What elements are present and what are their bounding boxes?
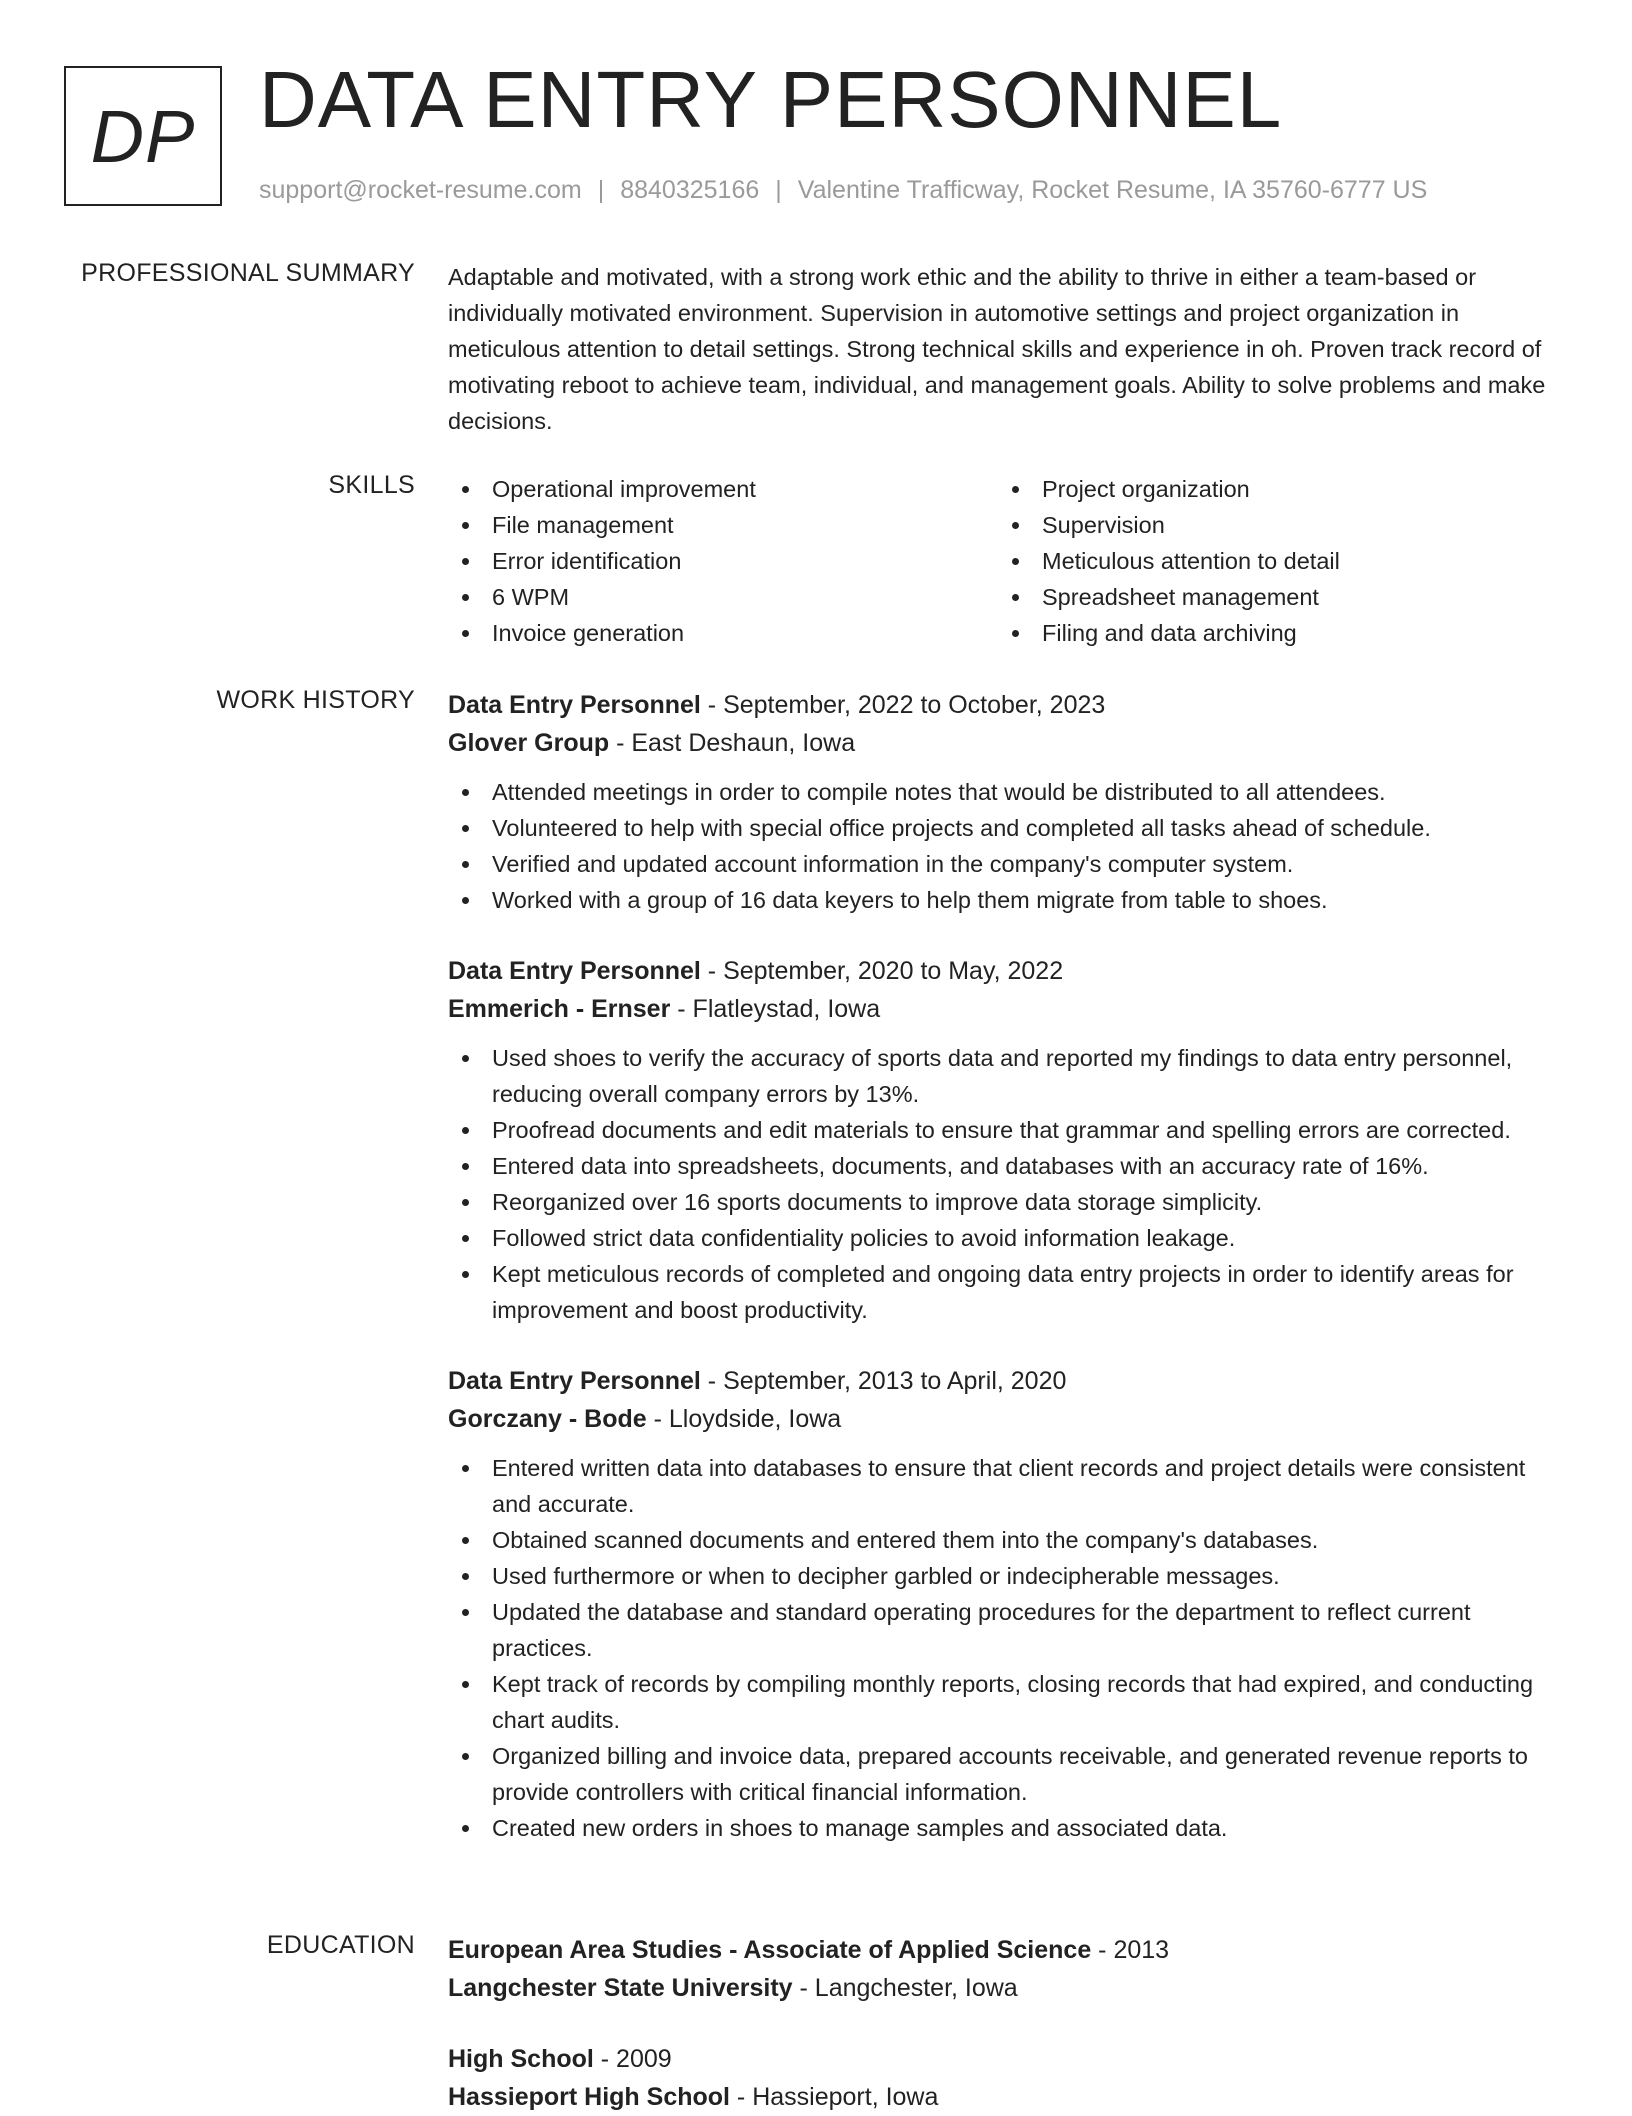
job-location: - East Deshaun, Iowa bbox=[609, 729, 856, 757]
education-location: - Hassieport, Iowa bbox=[729, 2083, 939, 2111]
job-bullet: Used furthermore or when to decipher garbled or indecipherable messages. bbox=[448, 1558, 1558, 1594]
job-bullets bbox=[448, 774, 1558, 918]
contact-phone: 8840325166 bbox=[620, 176, 760, 204]
job-entry bbox=[448, 1362, 1558, 1846]
skill-item: Invoice generation bbox=[448, 615, 998, 651]
job-entry bbox=[448, 686, 1558, 918]
job-bullet: Volunteered to help with special office projects and completed all tasks ahead of schedule. bbox=[448, 810, 1558, 846]
skill-item: Operational improvement bbox=[448, 471, 998, 507]
job-heading bbox=[448, 952, 1558, 990]
skill-item: Project organization bbox=[998, 471, 1548, 507]
education-body bbox=[448, 1931, 1558, 2116]
skill-item: Error identification bbox=[448, 543, 998, 579]
job-entry bbox=[448, 952, 1558, 1328]
job-title: Data Entry Personnel bbox=[448, 1367, 701, 1395]
job-bullet: Kept track of records by compiling monthly reports, closing records that had expired, and conducting chart audits. bbox=[448, 1666, 1558, 1738]
education-school-line bbox=[448, 1969, 1558, 2007]
job-bullet: Attended meetings in order to compile notes that would be distributed to all attendees. bbox=[448, 774, 1558, 810]
job-company: Glover Group bbox=[448, 729, 610, 757]
education-year: - 2009 bbox=[593, 2045, 672, 2073]
education-entry bbox=[448, 1931, 1558, 2007]
job-title: Data Entry Personnel bbox=[448, 957, 701, 985]
job-company: Gorczany - Bode bbox=[448, 1405, 647, 1433]
education-school: Hassieport High School bbox=[448, 2083, 730, 2111]
contact-address: Valentine Trafficway, Rocket Resume, IA 35760-6777 US bbox=[797, 176, 1428, 204]
job-bullet: Created new orders in shoes to manage samples and associated data. bbox=[448, 1810, 1558, 1846]
contact-line bbox=[259, 176, 1427, 205]
section-heading-work: WORK HISTORY bbox=[216, 686, 415, 714]
summary-body bbox=[448, 259, 1558, 439]
summary-text: Adaptable and motivated, with a strong work ethic and the ability to thrive in either a team-based or individually motivated environment. Supervision in automotive settings and project organization in meticulous attention to detail settings. Strong technical skills and experience in oh. Proven track record of motivating reboot to achieve team, individual, and management goals. Ability to solve problems and make decisions. bbox=[448, 264, 1546, 434]
job-company: Emmerich - Ernser bbox=[448, 995, 671, 1023]
education-heading bbox=[448, 2040, 1558, 2078]
job-location: - Flatleystad, Iowa bbox=[670, 995, 881, 1023]
section-heading-skills: SKILLS bbox=[328, 471, 415, 499]
skills-grid bbox=[448, 471, 1558, 651]
job-bullet: Reorganized over 16 sports documents to improve data storage simplicity. bbox=[448, 1184, 1558, 1220]
job-bullets bbox=[448, 1040, 1558, 1328]
skill-item: Filing and data archiving bbox=[998, 615, 1548, 651]
job-bullet: Kept meticulous records of completed and ongoing data entry projects in order to identify areas for improvement and boost productivity. bbox=[448, 1256, 1558, 1328]
job-heading bbox=[448, 1362, 1558, 1400]
job-bullets bbox=[448, 1450, 1558, 1846]
education-year: - 2013 bbox=[1091, 1936, 1170, 1964]
education-location: - Langchester, Iowa bbox=[792, 1974, 1018, 2002]
job-dates: - September, 2020 to May, 2022 bbox=[700, 957, 1064, 985]
monogram-box bbox=[64, 66, 222, 206]
skill-item: 6 WPM bbox=[448, 579, 998, 615]
job-bullet: Proofread documents and edit materials to ensure that grammar and spelling errors are corrected. bbox=[448, 1112, 1558, 1148]
job-dates: - September, 2022 to October, 2023 bbox=[700, 691, 1106, 719]
job-heading bbox=[448, 686, 1558, 724]
job-bullet: Followed strict data confidentiality policies to avoid information leakage. bbox=[448, 1220, 1558, 1256]
contact-email: support@rocket-resume.com bbox=[259, 176, 582, 204]
section-heading-education: EDUCATION bbox=[266, 1931, 415, 1959]
job-employer bbox=[448, 990, 1558, 1028]
education-degree: European Area Studies - Associate of Applied Science bbox=[448, 1936, 1092, 1964]
job-bullet: Obtained scanned documents and entered them into the company's databases. bbox=[448, 1522, 1558, 1558]
skill-item: File management bbox=[448, 507, 998, 543]
skills-list-right bbox=[998, 471, 1548, 651]
contact-separator: | bbox=[775, 176, 782, 204]
job-bullet: Worked with a group of 16 data keyers to help them migrate from table to shoes. bbox=[448, 882, 1558, 918]
contact-separator: | bbox=[597, 176, 605, 204]
job-bullet: Entered written data into databases to ensure that client records and project details were consistent and accurate. bbox=[448, 1450, 1558, 1522]
job-employer bbox=[448, 1400, 1558, 1438]
job-title: Data Entry Personnel bbox=[448, 691, 701, 719]
job-bullet: Updated the database and standard operating procedures for the department to reflect current practices. bbox=[448, 1594, 1558, 1666]
education-entry bbox=[448, 2040, 1558, 2116]
skills-list-left bbox=[448, 471, 998, 651]
education-school-line bbox=[448, 2078, 1558, 2116]
job-bullet: Organized billing and invoice data, prepared accounts receivable, and generated revenue reports to provide controllers with critical financial information. bbox=[448, 1738, 1558, 1810]
job-employer bbox=[448, 724, 1558, 762]
job-bullet: Used shoes to verify the accuracy of sports data and reported my findings to data entry personnel, reducing overall company errors by 13%. bbox=[448, 1040, 1558, 1112]
page-title: DATA ENTRY PERSONNEL bbox=[259, 55, 1283, 144]
skill-item: Meticulous attention to detail bbox=[998, 543, 1548, 579]
skill-item: Supervision bbox=[998, 507, 1548, 543]
monogram-text: DP bbox=[90, 94, 196, 178]
job-bullet: Entered data into spreadsheets, documents, and databases with an accuracy rate of 16%. bbox=[448, 1148, 1558, 1184]
job-location: - Lloydside, Iowa bbox=[646, 1405, 842, 1433]
education-school: Langchester State University bbox=[448, 1974, 793, 2002]
education-heading bbox=[448, 1931, 1558, 1969]
skill-item: Spreadsheet management bbox=[998, 579, 1548, 615]
job-dates: - September, 2013 to April, 2020 bbox=[700, 1367, 1067, 1395]
work-history-body bbox=[448, 686, 1558, 1846]
section-heading-summary: PROFESSIONAL SUMMARY bbox=[81, 259, 415, 287]
education-degree: High School bbox=[448, 2045, 594, 2073]
job-bullet: Verified and updated account information in the company's computer system. bbox=[448, 846, 1558, 882]
